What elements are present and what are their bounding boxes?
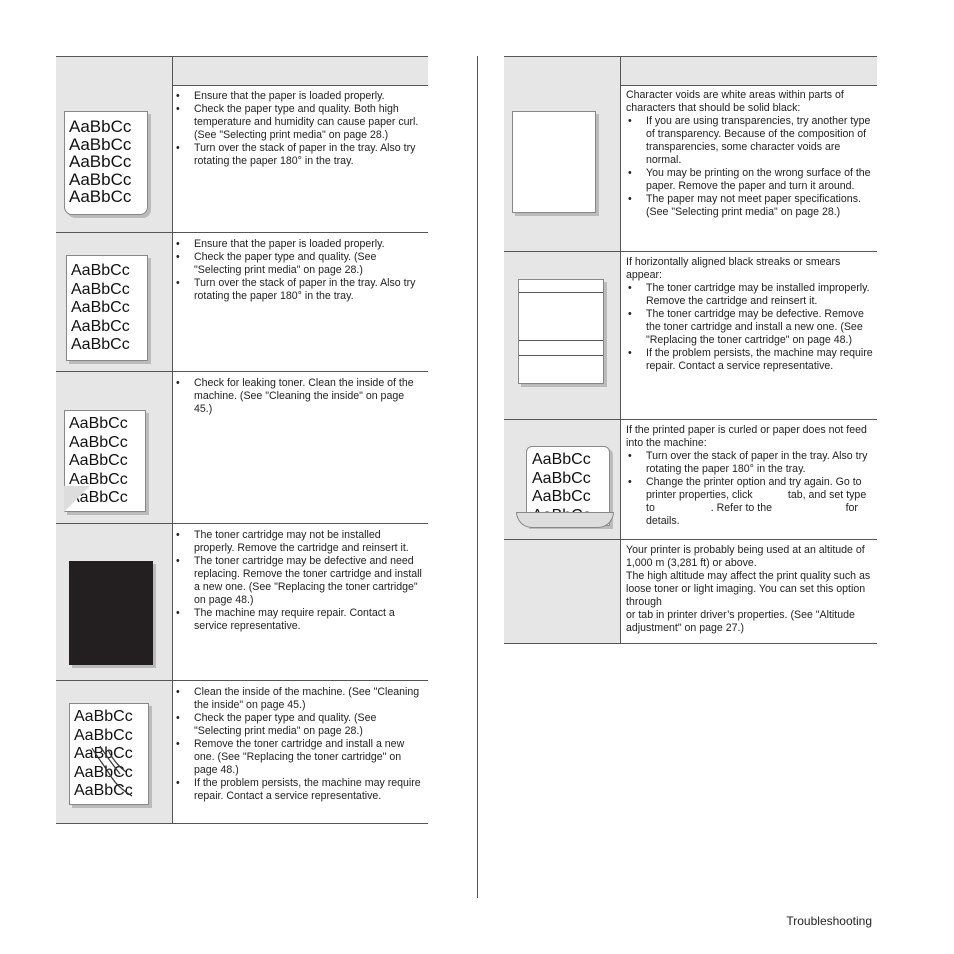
table-row bbox=[56, 681, 428, 824]
list-item: • Check the paper type and quality. Both high temperature and humidity can cause paper curl. (See "Selecting print media" on page 28.) bbox=[174, 103, 424, 142]
list-item: • If you are using transparencies, try another type of transparency. Because of the composition of transparencies, some character voids are normal. bbox=[626, 115, 874, 167]
list-item: • If the problem persists, the machine may require repair. Contact a service representative. bbox=[174, 777, 424, 803]
list-item: • Turn over the stack of paper in the tray. Also try rotating the paper 180° in the tray. bbox=[626, 450, 874, 476]
table-row bbox=[56, 85, 428, 233]
list-item: • Check the paper type and quality. (See "Selecting print media" on page 28.) bbox=[174, 251, 424, 277]
row-solution: If the printed paper is curled or paper does not feed into the machine: • Turn over the stack of paper in the tray. Also try rotating the paper 180° in the tray. • Change the printer option and try again. Go to printer properties, click tab, and set type to . Refer to the for details. bbox=[626, 424, 874, 528]
table-row bbox=[504, 252, 877, 420]
list-item: • Ensure that the paper is loaded properly. bbox=[174, 238, 424, 251]
table-row bbox=[504, 540, 877, 644]
column-divider bbox=[477, 56, 478, 898]
list-item: • The toner cartridge may be installed improperly. Remove the cartridge and reinsert it. bbox=[626, 282, 874, 308]
row-solution bbox=[174, 90, 424, 168]
character-voids-sample bbox=[512, 111, 596, 213]
table-row bbox=[56, 524, 428, 681]
left-table-header bbox=[56, 56, 428, 86]
list-item: • Check the paper type and quality. (See "Selecting print media" on page 28.) bbox=[174, 712, 424, 738]
list-item: • The toner cartridge may not be installed properly. Remove the cartridge and reinsert it. bbox=[174, 529, 424, 555]
right-table-header bbox=[504, 56, 877, 86]
row-solution bbox=[174, 686, 424, 803]
row-solution: Character voids are white areas within parts of characters that should be solid black: • If you are using transparencies, try another type of transparency. Because of the composition of transparencies, some character voids are normal. • You may be printing on the wrong surface of the paper. Remove the paper and turn it around. • The paper may not meet paper specifications. (See "Selecting print media" on page 28.) bbox=[626, 89, 874, 219]
wrinkled-paper-sample: AaBbCc AaBbCc AaBbCc AaBbCc AaBbCc bbox=[66, 255, 148, 361]
list-item: • If the problem persists, the machine may require repair. Contact a service representative. bbox=[626, 347, 874, 373]
list-item: • Clean the inside of the machine. (See "Cleaning the inside" on page 45.) bbox=[174, 686, 424, 712]
folded-paper-sample: AaBbCc AaBbCc AaBbCc AaBbCc AaBbCc bbox=[64, 410, 146, 512]
table-row bbox=[504, 420, 877, 540]
curled-paper-sample: AaBbCc AaBbCc AaBbCc AaBbCc AaBbCc bbox=[64, 111, 148, 215]
streaks-paper-sample bbox=[518, 279, 604, 384]
footer-section-label: Troubleshooting bbox=[786, 914, 872, 928]
row-solution bbox=[626, 544, 874, 635]
row-solution bbox=[174, 238, 424, 303]
list-item: • Check for leaking toner. Clean the inside of the machine. (See "Cleaning the inside" on page 45.) bbox=[174, 377, 424, 416]
smeared-paper-sample: AaBbCc AaBbCc AaBbCc AaBbCc AaBbCc bbox=[69, 703, 149, 805]
list-item: • The toner cartridge may be defective. Remove the toner cartridge and install a new one. (See "Replacing the toner cartridge" on page 48.) bbox=[626, 308, 874, 347]
row-solution bbox=[174, 529, 424, 633]
list-item: • The machine may require repair. Contact a service representative. bbox=[174, 607, 424, 633]
table-row bbox=[56, 233, 428, 372]
curl-edge bbox=[516, 512, 614, 528]
altitude-paragraph: Your printer is probably being used at an altitude of 1,000 m (3,281 ft) or above. The high altitude may affect the print quality such as loose toner or light imaging. You can set this option through or tab in printer driver’s properties. (See "Altitude adjustment" on page 27.) bbox=[626, 544, 871, 634]
list-item: • Change the printer option and try again. Go to printer properties, click tab, and set type to . Refer to the for details. bbox=[626, 476, 874, 528]
list-item: • Remove the toner cartridge and install a new one. (See "Replacing the toner cartridge" on page 48.) bbox=[174, 738, 424, 777]
list-item: • Turn over the stack of paper in the tray. Also try rotating the paper 180° in the tray. bbox=[174, 142, 424, 168]
list-item: • Turn over the stack of paper in the tray. Also try rotating the paper 180° in the tray. bbox=[174, 277, 424, 303]
list-item: • You may be printing on the wrong surface of the paper. Remove the paper and turn it around. bbox=[626, 167, 874, 193]
black-page-sample bbox=[69, 561, 153, 665]
smear-hand-icon bbox=[88, 744, 144, 802]
row-solution bbox=[174, 377, 424, 416]
table-row bbox=[56, 372, 428, 524]
list-item: • The paper may not meet paper specifications. (See "Selecting print media" on page 28.) bbox=[626, 193, 874, 219]
row-solution: If horizontally aligned black streaks or smears appear: • The toner cartridge may be installed improperly. Remove the cartridge and reinsert it. • The toner cartridge may be defective. Remove the toner cartridge and install a new one. (See "Replacing the toner cartridge" on page 48.) • If the problem persists, the machine may require repair. Contact a service representative. bbox=[626, 256, 874, 373]
table-row bbox=[504, 85, 877, 252]
curled-feed-paper-sample: AaBbCc AaBbCc AaBbCc bbox=[526, 446, 610, 526]
folded-corner bbox=[64, 486, 90, 512]
list-item: • The toner cartridge may be defective and need replacing. Remove the toner cartridge and install a new one. (See "Replacing the toner cartridge" on page 48.) bbox=[174, 555, 424, 607]
list-item: • Ensure that the paper is loaded properly. bbox=[174, 90, 424, 103]
